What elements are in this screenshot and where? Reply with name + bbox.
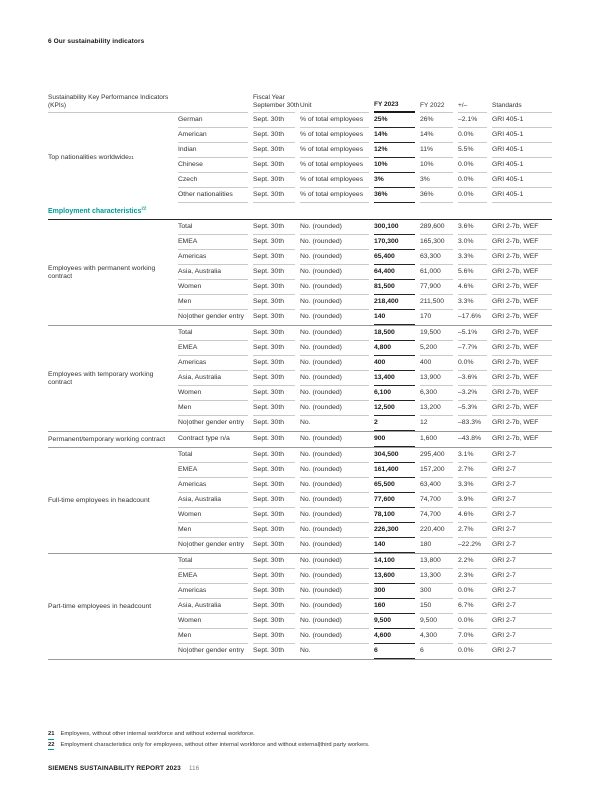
unit-value: No. (rounded) bbox=[300, 341, 369, 356]
fiscal-year: Sept. 30th bbox=[253, 493, 295, 508]
row-label: Chinese bbox=[178, 158, 248, 173]
unit-value: No. (rounded) bbox=[300, 371, 369, 386]
unit-value: No. (rounded) bbox=[300, 435, 342, 443]
group-label: Full-time employees in headcount bbox=[48, 496, 150, 504]
unit-value: % of total employees bbox=[300, 158, 369, 173]
col-header-kpi-line2: (KPIs) bbox=[48, 101, 67, 109]
fy2022-value: 150 bbox=[420, 599, 453, 614]
fiscal-year: Sept. 30th bbox=[253, 629, 295, 644]
fy2023-value: 4,600 bbox=[374, 629, 415, 644]
change-value: 3.3% bbox=[458, 295, 487, 310]
row-label: Total bbox=[178, 326, 248, 341]
footer-page-number: 116 bbox=[188, 765, 200, 772]
standards-value: GRI 2-7b, WEF bbox=[492, 295, 552, 310]
change-value: 5.5% bbox=[458, 143, 487, 158]
fy2023-value: 14% bbox=[374, 128, 415, 143]
fiscal-year: Sept. 30th bbox=[253, 647, 284, 655]
unit-value: No. (rounded) bbox=[300, 463, 369, 478]
standards-value: GRI 2-7b, WEF bbox=[492, 386, 552, 401]
fy2023-value: 140 bbox=[374, 538, 415, 553]
row-label: Americas bbox=[178, 478, 248, 493]
fy2023-value: 64,400 bbox=[374, 265, 415, 280]
change-value: –22.2% bbox=[458, 541, 482, 549]
chapter-heading: 6 Our sustainability indicators bbox=[48, 38, 145, 45]
fy2023-value: 77,600 bbox=[374, 493, 415, 508]
unit-value: No. (rounded) bbox=[300, 313, 342, 321]
change-value: –5.3% bbox=[458, 401, 487, 416]
fiscal-year: Sept. 30th bbox=[253, 158, 295, 173]
unit-value: % of total employees bbox=[300, 128, 369, 143]
table-header bbox=[48, 88, 552, 113]
table-section bbox=[48, 113, 552, 203]
fy2022-value: 13,200 bbox=[420, 401, 453, 416]
row-label: Czech bbox=[178, 173, 248, 188]
unit-value: No. (rounded) bbox=[300, 265, 369, 280]
fy2022-value: 36% bbox=[420, 188, 453, 203]
fy2023-value: 65,400 bbox=[374, 250, 415, 265]
fiscal-year: Sept. 30th bbox=[253, 448, 295, 463]
fy2022-value: 165,300 bbox=[420, 235, 453, 250]
fiscal-year: Sept. 30th bbox=[253, 356, 295, 371]
row-label: EMEA bbox=[178, 341, 248, 356]
footnote bbox=[48, 731, 552, 740]
unit-value: No. (rounded) bbox=[300, 523, 369, 538]
fy2022-value: 13,300 bbox=[420, 569, 453, 584]
row-label: Total bbox=[178, 554, 248, 569]
unit-value: No. (rounded) bbox=[300, 235, 369, 250]
fiscal-year: Sept. 30th bbox=[253, 128, 295, 143]
unit-value: No. (rounded) bbox=[300, 295, 369, 310]
fy2022-value: 14% bbox=[420, 128, 453, 143]
col-header-fy2023: FY 2023 bbox=[374, 88, 415, 113]
fiscal-year: Sept. 30th bbox=[253, 554, 295, 569]
fy2023-value: 218,400 bbox=[374, 295, 415, 310]
row-label: Men bbox=[178, 295, 248, 310]
unit-value: No. (rounded) bbox=[300, 554, 369, 569]
standards-value: GRI 2-7b, WEF bbox=[492, 326, 552, 341]
fy2023-value: 12,500 bbox=[374, 401, 415, 416]
footnote-ref-icon: 22 bbox=[141, 205, 147, 211]
group-label: Permanent/temporary working contract bbox=[48, 435, 166, 443]
standards-value: GRI 2-7 bbox=[492, 463, 552, 478]
standards-value: GRI 2-7 bbox=[492, 647, 516, 655]
fy2023-value: 304,500 bbox=[374, 448, 415, 463]
col-header-standards: Standards bbox=[492, 88, 552, 113]
fy2023-value: 65,500 bbox=[374, 478, 415, 493]
fy2023-value: 3% bbox=[374, 173, 415, 188]
fiscal-year: Sept. 30th bbox=[253, 113, 295, 128]
unit-value: No. (rounded) bbox=[300, 280, 369, 295]
row-label: Asia, Australia bbox=[178, 599, 248, 614]
col-header-kpi-line1: Sustainability Key Performance Indicators bbox=[48, 94, 169, 102]
fy2023-value: 400 bbox=[374, 356, 415, 371]
fy2023-value: 81,500 bbox=[374, 280, 415, 295]
change-value: 0.0% bbox=[458, 158, 487, 173]
standards-value: GRI 2-7 bbox=[492, 508, 552, 523]
standards-value: GRI 2-7 bbox=[492, 478, 552, 493]
unit-value: No. (rounded) bbox=[300, 326, 369, 341]
fy2022-value: 63,400 bbox=[420, 478, 453, 493]
fiscal-year: Sept. 30th bbox=[253, 188, 295, 203]
change-value: 6.7% bbox=[458, 599, 487, 614]
fy2023-value: 2 bbox=[374, 416, 415, 431]
col-header-fiscal-year bbox=[253, 88, 300, 113]
row-label: Asia, Australia bbox=[178, 371, 248, 386]
fy2022-value: 3% bbox=[420, 173, 453, 188]
col-header-fiscal-line1: Fiscal Year bbox=[253, 94, 285, 102]
standards-value: GRI 2-7 bbox=[492, 569, 552, 584]
change-value: 0.0% bbox=[458, 584, 487, 599]
fy2023-value: 170,300 bbox=[374, 235, 415, 250]
change-value: –3.2% bbox=[458, 386, 487, 401]
standards-value: GRI 2-7 bbox=[492, 523, 552, 538]
table-body bbox=[48, 113, 552, 660]
row-label: EMEA bbox=[178, 235, 248, 250]
fy2022-value: 6 bbox=[420, 647, 424, 655]
footnote-number: 21 bbox=[48, 731, 54, 740]
unit-value: No. (rounded) bbox=[300, 250, 369, 265]
fy2022-value: 6,300 bbox=[420, 386, 453, 401]
fy2023-value: 6 bbox=[374, 644, 415, 659]
unit-value: No. (rounded) bbox=[300, 386, 369, 401]
change-value: 5.6% bbox=[458, 265, 487, 280]
unit-value: % of total employees bbox=[300, 113, 369, 128]
fy2022-value: 211,500 bbox=[420, 295, 453, 310]
fiscal-year: Sept. 30th bbox=[253, 313, 284, 321]
standards-value: GRI 2-7b, WEF bbox=[492, 435, 539, 443]
fy2023-value: 160 bbox=[374, 599, 415, 614]
row-label: Women bbox=[178, 280, 248, 295]
fy2023-value: 13,600 bbox=[374, 569, 415, 584]
change-value: –2.1% bbox=[458, 113, 487, 128]
unit-value: No. (rounded) bbox=[300, 401, 369, 416]
change-value: 0.0% bbox=[458, 173, 487, 188]
unit-value: No. (rounded) bbox=[300, 493, 369, 508]
fiscal-year: Sept. 30th bbox=[253, 371, 295, 386]
change-value: 4.6% bbox=[458, 280, 487, 295]
change-value: 7.0% bbox=[458, 629, 487, 644]
fiscal-year: Sept. 30th bbox=[253, 250, 295, 265]
fy2022-value: 74,700 bbox=[420, 508, 453, 523]
table-section bbox=[48, 432, 552, 448]
fy2022-value: 12 bbox=[420, 419, 428, 427]
row-label: American bbox=[178, 128, 248, 143]
row-label: Indian bbox=[178, 143, 248, 158]
change-value: 3.3% bbox=[458, 250, 487, 265]
unit-value: No. (rounded) bbox=[300, 478, 369, 493]
change-value: 2.3% bbox=[458, 569, 487, 584]
unit-value: % of total employees bbox=[300, 143, 369, 158]
row-label: No|other gender entry bbox=[178, 313, 244, 321]
fy2022-value: 300 bbox=[420, 584, 453, 599]
unit-value: No. (rounded) bbox=[300, 614, 369, 629]
fy2022-value: 9,500 bbox=[420, 614, 453, 629]
fiscal-year: Sept. 30th bbox=[253, 220, 295, 235]
fy2022-value: 11% bbox=[420, 143, 453, 158]
group-label: Employees with permanent working contract bbox=[48, 265, 156, 280]
row-label: Asia, Australia bbox=[178, 493, 248, 508]
fiscal-year: Sept. 30th bbox=[253, 614, 295, 629]
fy2023-value: 4,800 bbox=[374, 341, 415, 356]
standards-value: GRI 2-7b, WEF bbox=[492, 280, 552, 295]
fy2022-value: 5,200 bbox=[420, 341, 453, 356]
change-value: 0.0% bbox=[458, 188, 487, 203]
fy2023-value: 13,400 bbox=[374, 371, 415, 386]
fiscal-year: Sept. 30th bbox=[253, 435, 284, 443]
change-value: –5.1% bbox=[458, 326, 487, 341]
fy2022-value: 1,600 bbox=[420, 435, 438, 443]
footer-report-title: SIEMENS SUSTAINABILITY REPORT 2023 bbox=[48, 765, 181, 772]
fy2022-value: 220,400 bbox=[420, 523, 453, 538]
unit-value: % of total employees bbox=[300, 173, 369, 188]
standards-value: GRI 405-1 bbox=[492, 158, 552, 173]
change-value: –3.6% bbox=[458, 371, 487, 386]
change-value: 3.1% bbox=[458, 448, 487, 463]
fy2023-value: 78,100 bbox=[374, 508, 415, 523]
row-label: Women bbox=[178, 386, 248, 401]
page-footer bbox=[48, 765, 199, 772]
change-value: 3.0% bbox=[458, 235, 487, 250]
unit-value: No. (rounded) bbox=[300, 584, 369, 599]
change-value: –83.3% bbox=[458, 419, 482, 427]
row-label: Asia, Australia bbox=[178, 265, 248, 280]
standards-value: GRI 405-1 bbox=[492, 188, 552, 203]
fy2023-value: 36% bbox=[374, 188, 415, 203]
fiscal-year: Sept. 30th bbox=[253, 341, 295, 356]
change-value: 3.3% bbox=[458, 478, 487, 493]
table-section bbox=[48, 554, 552, 660]
fiscal-year: Sept. 30th bbox=[253, 265, 295, 280]
fiscal-year: Sept. 30th bbox=[253, 599, 295, 614]
unit-value: No. (rounded) bbox=[300, 508, 369, 523]
footnote-number: 22 bbox=[48, 742, 54, 751]
fiscal-year: Sept. 30th bbox=[253, 235, 295, 250]
row-label: No|other gender entry bbox=[178, 541, 244, 549]
fy2022-value: 4,300 bbox=[420, 629, 453, 644]
fiscal-year: Sept. 30th bbox=[253, 463, 295, 478]
col-header-change: +/– bbox=[458, 88, 487, 113]
row-label: Americas bbox=[178, 584, 248, 599]
section-heading: Employment characteristics$^{22}$ bbox=[48, 208, 552, 220]
standards-value: GRI 405-1 bbox=[492, 173, 552, 188]
fy2022-value: 400 bbox=[420, 356, 453, 371]
row-label: Men bbox=[178, 523, 248, 538]
fy2022-value: 63,300 bbox=[420, 250, 453, 265]
change-value: 0.0% bbox=[458, 356, 487, 371]
row-label: EMEA bbox=[178, 463, 248, 478]
fiscal-year: Sept. 30th bbox=[253, 326, 295, 341]
footnotes bbox=[48, 731, 552, 752]
change-value: 3.9% bbox=[458, 493, 487, 508]
change-value: 4.6% bbox=[458, 508, 487, 523]
unit-value: No. (rounded) bbox=[300, 541, 342, 549]
row-label: Americas bbox=[178, 250, 248, 265]
standards-value: GRI 2-7b, WEF bbox=[492, 235, 552, 250]
table-section bbox=[48, 326, 552, 432]
fy2023-value: 226,300 bbox=[374, 523, 415, 538]
col-header-fy2022: FY 2022 bbox=[420, 88, 453, 113]
fiscal-year: Sept. 30th bbox=[253, 541, 284, 549]
standards-value: GRI 2-7 bbox=[492, 541, 516, 549]
row-label: Women bbox=[178, 614, 248, 629]
unit-value: No. bbox=[300, 419, 311, 427]
fy2023-value: 9,500 bbox=[374, 614, 415, 629]
standards-value: GRI 2-7b, WEF bbox=[492, 313, 539, 321]
unit-value: No. (rounded) bbox=[300, 599, 369, 614]
fy2023-value: 12% bbox=[374, 143, 415, 158]
group-label: Top nationalities worldwide 21 bbox=[48, 154, 134, 162]
standards-value: GRI 2-7 bbox=[492, 554, 552, 569]
standards-value: GRI 2-7 bbox=[492, 584, 552, 599]
row-label: Contract type n/a bbox=[178, 435, 230, 443]
fy2022-value: 13,900 bbox=[420, 371, 453, 386]
fy2023-value: 900 bbox=[374, 432, 415, 447]
fy2023-value: 140 bbox=[374, 310, 415, 325]
change-value: 0.0% bbox=[458, 614, 487, 629]
row-label: Other nationalities bbox=[178, 188, 248, 203]
standards-value: GRI 2-7b, WEF bbox=[492, 220, 552, 235]
standards-value: GRI 2-7 bbox=[492, 629, 552, 644]
fy2023-value: 14,100 bbox=[374, 554, 415, 569]
fy2022-value: 289,600 bbox=[420, 220, 453, 235]
unit-value: No. (rounded) bbox=[300, 629, 369, 644]
fy2023-value: 18,500 bbox=[374, 326, 415, 341]
fiscal-year: Sept. 30th bbox=[253, 584, 295, 599]
fy2022-value: 77,900 bbox=[420, 280, 453, 295]
unit-value: % of total employees bbox=[300, 188, 369, 203]
change-value: 3.6% bbox=[458, 220, 487, 235]
change-value: 0.0% bbox=[458, 128, 487, 143]
fiscal-year: Sept. 30th bbox=[253, 295, 295, 310]
row-label: EMEA bbox=[178, 569, 248, 584]
col-header-kpi bbox=[48, 88, 248, 113]
kpi-table bbox=[48, 88, 552, 660]
change-value: 2.2% bbox=[458, 554, 487, 569]
unit-value: No. (rounded) bbox=[300, 356, 369, 371]
fiscal-year: Sept. 30th bbox=[253, 386, 295, 401]
unit-value: No. (rounded) bbox=[300, 569, 369, 584]
fy2022-value: 26% bbox=[420, 113, 453, 128]
row-label: Women bbox=[178, 508, 248, 523]
standards-value: GRI 2-7 bbox=[492, 448, 552, 463]
fy2023-value: 25% bbox=[374, 113, 415, 128]
fiscal-year: Sept. 30th bbox=[253, 508, 295, 523]
fy2022-value: 13,800 bbox=[420, 554, 453, 569]
standards-value: GRI 405-1 bbox=[492, 128, 552, 143]
fiscal-year: Sept. 30th bbox=[253, 280, 295, 295]
standards-value: GRI 405-1 bbox=[492, 113, 552, 128]
row-label: Men bbox=[178, 401, 248, 416]
fiscal-year: Sept. 30th bbox=[253, 523, 295, 538]
standards-value: GRI 2-7 bbox=[492, 599, 552, 614]
footnote-text: Employees, without other internal workforce and without external workforce. bbox=[60, 731, 255, 737]
unit-value: No. (rounded) bbox=[300, 448, 369, 463]
fiscal-year: Sept. 30th bbox=[253, 569, 295, 584]
standards-value: GRI 405-1 bbox=[492, 143, 552, 158]
change-value: –17.6% bbox=[458, 313, 482, 321]
fiscal-year: Sept. 30th bbox=[253, 419, 284, 427]
row-label: No|other gender entry bbox=[178, 647, 244, 655]
group-label: Employees with temporary working contract bbox=[48, 371, 154, 386]
unit-value: No. bbox=[300, 647, 311, 655]
fy2022-value: 74,700 bbox=[420, 493, 453, 508]
table-section bbox=[48, 448, 552, 554]
standards-value: GRI 2-7b, WEF bbox=[492, 419, 539, 427]
table-section bbox=[48, 220, 552, 326]
change-value: 2.7% bbox=[458, 523, 487, 538]
change-value: –43.8% bbox=[458, 435, 482, 443]
fy2022-value: 295,400 bbox=[420, 448, 453, 463]
footnote-text: Employment characteristics only for employees, without other internal workforce and without external|third party workers. bbox=[60, 741, 370, 748]
unit-value: No. (rounded) bbox=[300, 220, 369, 235]
standards-value: GRI 2-7b, WEF bbox=[492, 250, 552, 265]
fy2022-value: 19,500 bbox=[420, 326, 453, 341]
fy2022-value: 170 bbox=[420, 313, 432, 321]
fy2023-value: 10% bbox=[374, 158, 415, 173]
row-label: Men bbox=[178, 629, 248, 644]
fiscal-year: Sept. 30th bbox=[253, 478, 295, 493]
standards-value: GRI 2-7 bbox=[492, 493, 552, 508]
standards-value: GRI 2-7b, WEF bbox=[492, 356, 552, 371]
standards-value: GRI 2-7b, WEF bbox=[492, 401, 552, 416]
group-label: Part-time employees in headcount bbox=[48, 602, 152, 610]
change-value: 0.0% bbox=[458, 647, 474, 655]
fy2023-value: 300,100 bbox=[374, 220, 415, 235]
row-label: No|other gender entry bbox=[178, 419, 244, 427]
footnote bbox=[48, 742, 552, 751]
standards-value: GRI 2-7 bbox=[492, 614, 552, 629]
standards-value: GRI 2-7b, WEF bbox=[492, 371, 552, 386]
fy2022-value: 180 bbox=[420, 541, 432, 549]
fy2023-value: 6,100 bbox=[374, 386, 415, 401]
fy2023-value: 161,400 bbox=[374, 463, 415, 478]
change-value: –7.7% bbox=[458, 341, 487, 356]
fy2022-value: 157,200 bbox=[420, 463, 453, 478]
change-value: 2.7% bbox=[458, 463, 487, 478]
fiscal-year: Sept. 30th bbox=[253, 143, 295, 158]
fiscal-year: Sept. 30th bbox=[253, 401, 295, 416]
row-label: German bbox=[178, 113, 248, 128]
col-header-unit: Unit bbox=[300, 88, 369, 113]
fy2022-value: 61,000 bbox=[420, 265, 453, 280]
standards-value: GRI 2-7b, WEF bbox=[492, 341, 552, 356]
row-label: Total bbox=[178, 448, 248, 463]
row-label: Americas bbox=[178, 356, 248, 371]
col-header-fiscal-line2: September 30th bbox=[253, 101, 300, 109]
fiscal-year: Sept. 30th bbox=[253, 173, 295, 188]
row-label: Total bbox=[178, 220, 248, 235]
fy2022-value: 10% bbox=[420, 158, 453, 173]
fy2023-value: 300 bbox=[374, 584, 415, 599]
standards-value: GRI 2-7b, WEF bbox=[492, 265, 552, 280]
